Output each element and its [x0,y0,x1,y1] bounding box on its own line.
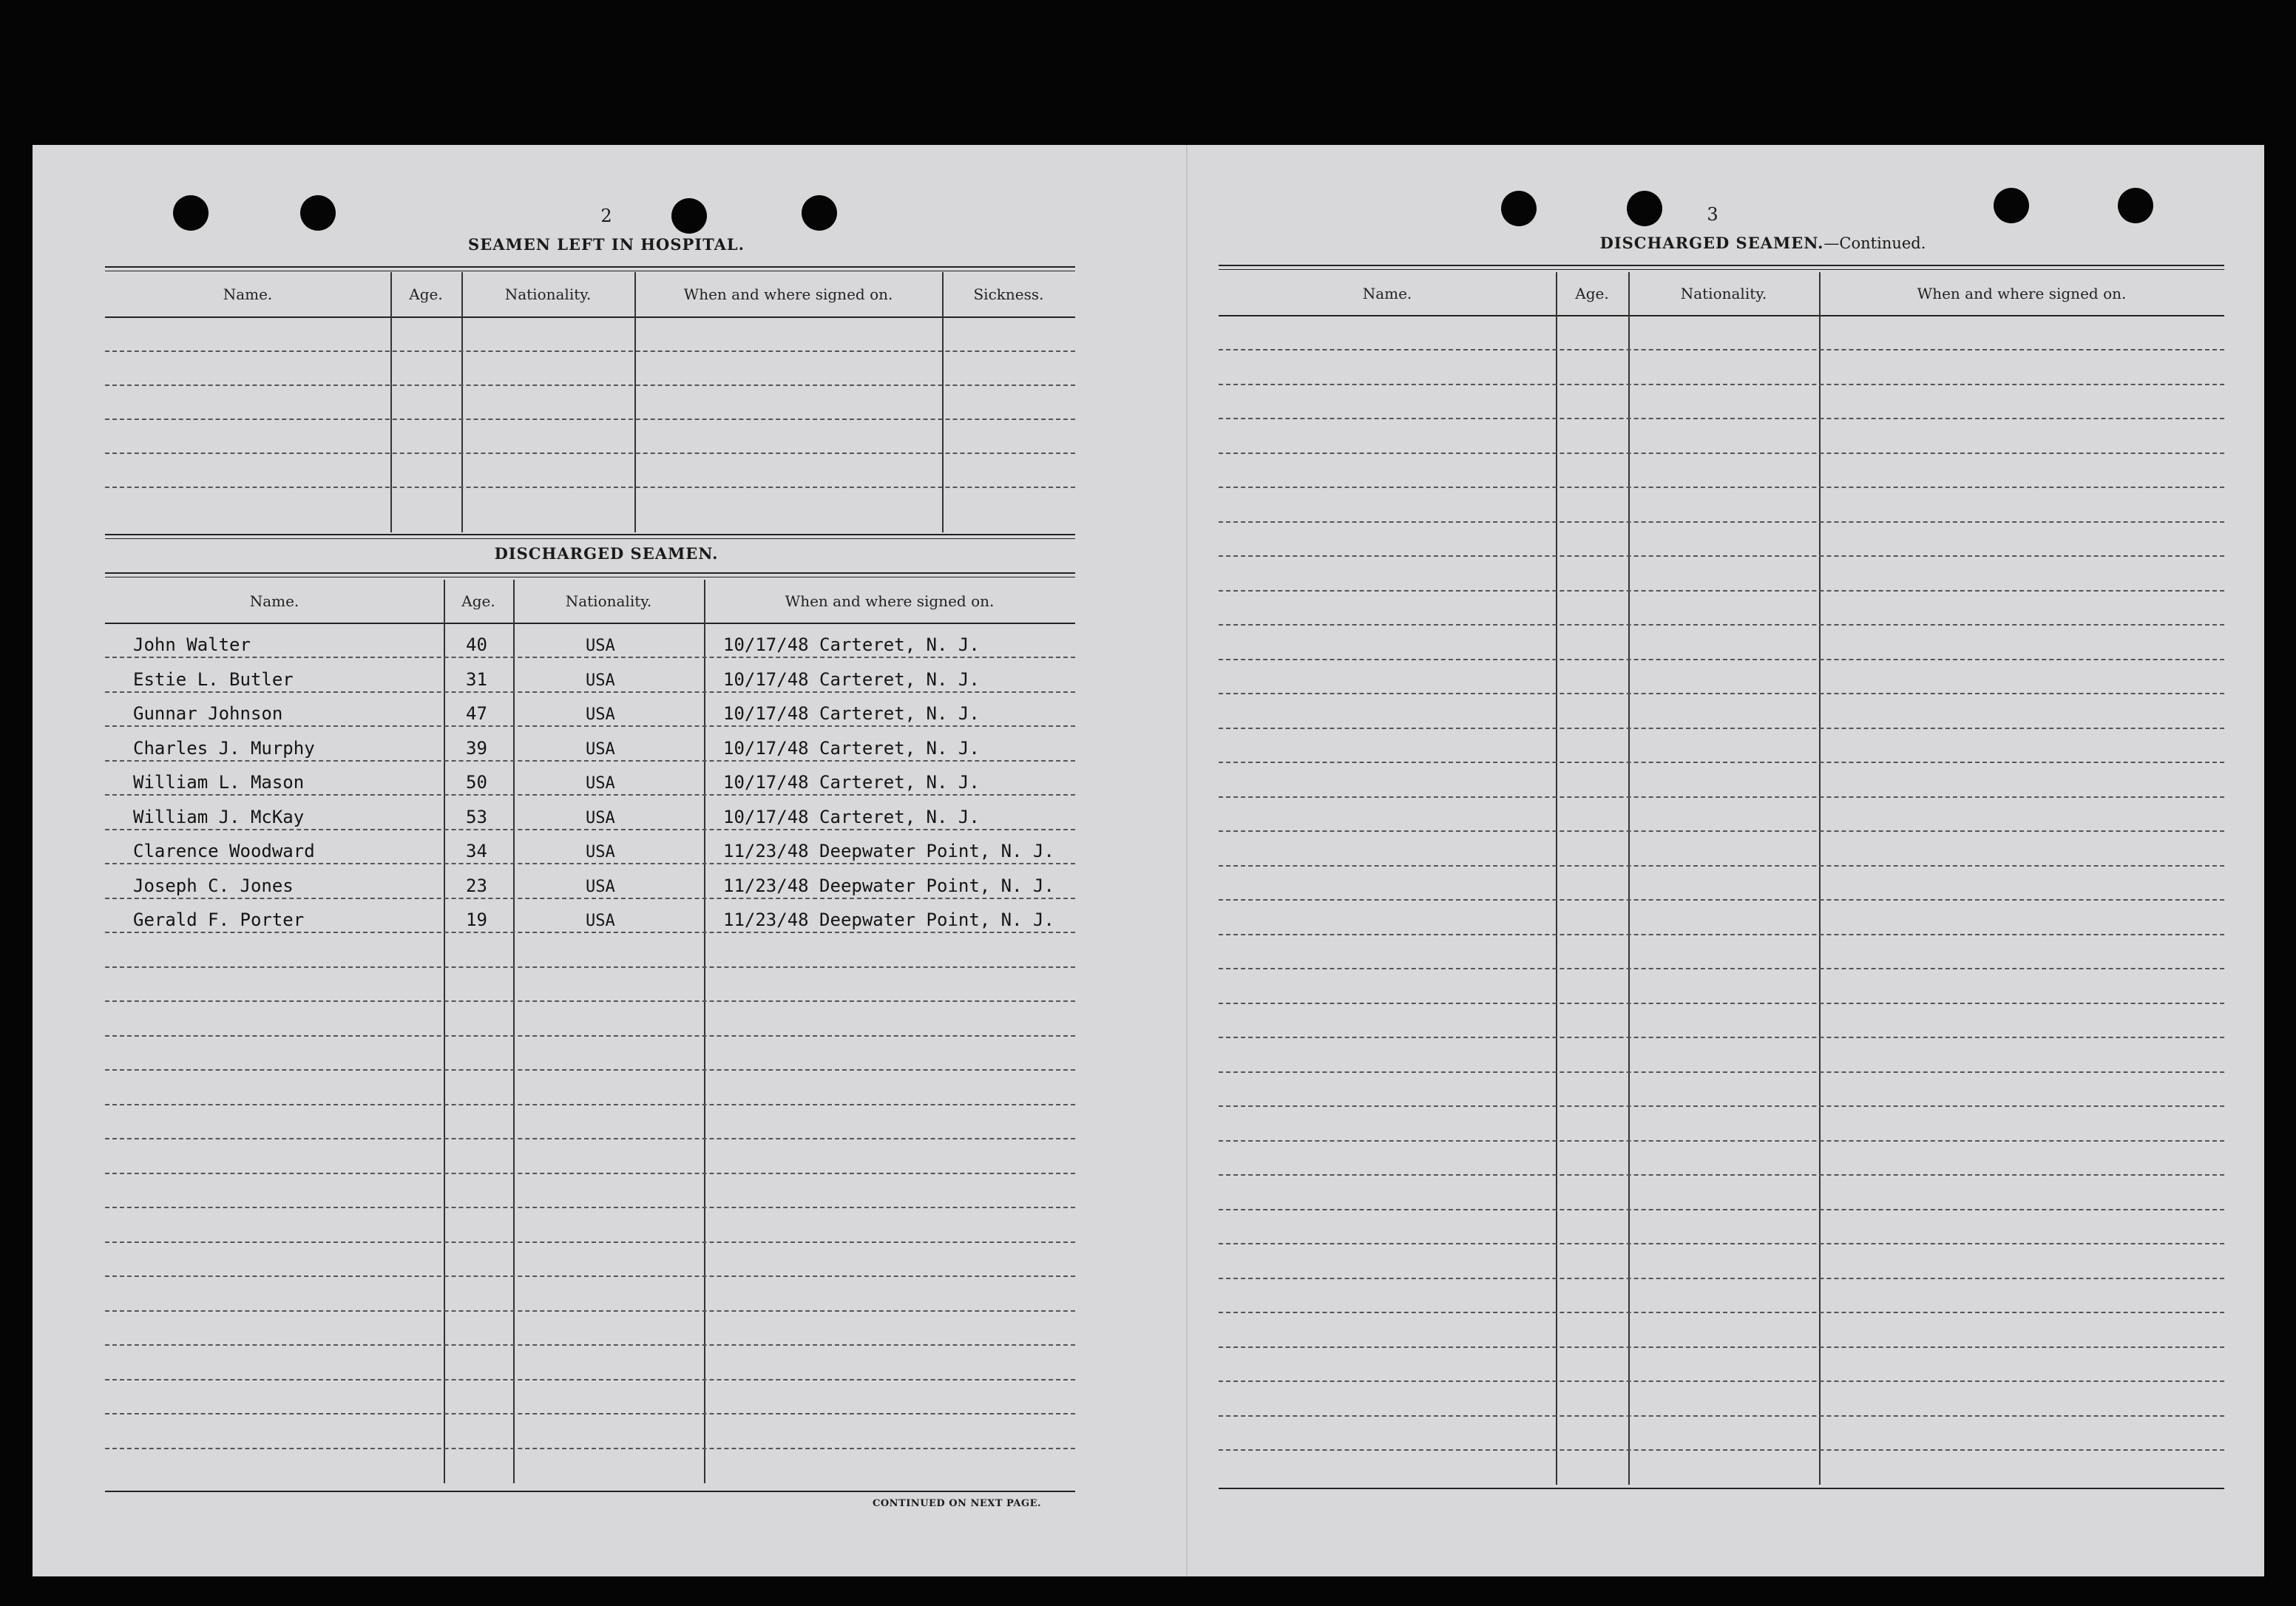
seaman-age: 19 [466,909,487,930]
ruled-line [105,1310,1075,1312]
ruled-line [1219,555,2224,557]
column-divider [942,272,944,532]
rule [105,572,1075,577]
ruled-line [105,966,1075,968]
seaman-signed-on: 10/17/48 Carteret, N. J. [723,737,980,759]
ruled-line [105,1379,1075,1380]
column-divider [390,272,392,532]
seaman-nationality: USA [586,774,615,793]
punch-hole [173,195,209,231]
table-header [1219,272,2224,316]
seaman-age: 23 [466,875,487,896]
ruled-line [1219,659,2224,660]
seaman-signed-on: 11/23/48 Deepwater Point, N. J. [723,909,1054,930]
punch-hole [2118,188,2153,223]
punch-hole [802,195,837,231]
column-divider [1556,272,1557,1485]
seaman-name: Charles J. Murphy [133,737,315,759]
col-header-signed-on: When and where signed on. [1917,285,2127,302]
ruled-line [105,453,1075,454]
hospital-table [105,272,1075,532]
discharged-table [105,580,1075,1483]
seaman-nationality: USA [586,671,615,690]
ruled-line [1219,1105,2224,1107]
ruled-line [105,1344,1075,1346]
table-header [105,272,1075,318]
ruled-line [1219,865,2224,867]
col-header-signed-on: When and where signed on. [785,592,995,610]
ruled-line [1219,1071,2224,1073]
ruled-line [1219,624,2224,626]
rule [105,266,1075,271]
seaman-signed-on: 10/17/48 Carteret, N. J. [723,772,980,793]
ruled-line [1219,590,2224,592]
ruled-line [105,384,1075,386]
ruled-line [1219,1346,2224,1348]
seaman-name: Gunnar Johnson [133,703,283,724]
col-header-name: Name. [1362,285,1412,302]
ruled-line [1219,1174,2224,1176]
table-row [105,726,1075,759]
seaman-age: 34 [466,841,487,861]
ruled-line [1219,521,2224,523]
seaman-signed-on: 10/17/48 Carteret, N. J. [723,703,980,724]
ruled-line [1219,1380,2224,1382]
ruled-line [1219,453,2224,454]
col-header-nationality: Nationality. [1680,285,1767,302]
seaman-signed-on: 11/23/48 Deepwater Point, N. J. [723,841,1054,861]
column-divider [461,272,463,532]
punch-hole [1501,191,1537,226]
seaman-age: 31 [466,668,487,690]
ruled-line [105,1173,1075,1174]
ruled-line [105,487,1075,488]
punch-hole [1627,191,1662,226]
col-header-age: Age. [1575,285,1609,302]
seaman-name: Gerald F. Porter [133,909,305,930]
ruled-line [1219,1003,2224,1004]
rule [105,1491,1075,1492]
ruled-line [1219,934,2224,935]
ruled-line [1219,384,2224,385]
continued-note: CONTINUED ON NEXT PAGE. [873,1498,1041,1509]
ruled-line [105,932,1075,933]
hospital-section-title: SEAMEN LEFT IN HOSPITAL. [468,235,745,254]
table-row [105,691,1075,724]
ruled-line [1219,1415,2224,1417]
seaman-name: Clarence Woodward [133,841,315,861]
seaman-nationality: USA [586,637,615,655]
col-header-name: Name. [223,285,273,303]
col-header-age: Age. [461,592,495,610]
ruled-line [1219,487,2224,488]
col-header-signed-on: When and where signed on. [683,285,893,303]
seaman-signed-on: 10/17/48 Carteret, N. J. [723,634,980,655]
ruled-line [1219,796,2224,798]
col-header-nationality: Nationality. [504,285,592,303]
seaman-age: 50 [466,772,487,793]
table-row [105,760,1075,793]
table-row [105,898,1075,930]
column-divider [1819,272,1821,1485]
punch-hole [300,195,336,231]
col-header-name: Name. [249,592,299,610]
ruled-line [1219,1312,2224,1313]
seaman-nationality: USA [586,739,615,759]
title-suffix: —Continued. [1823,234,1926,252]
ruled-line [105,1000,1075,1002]
seaman-name: William J. McKay [133,806,305,827]
page-fold [1186,145,1188,1576]
table-row [105,795,1075,827]
column-divider [1628,272,1630,1485]
ruled-line [1219,1243,2224,1244]
seaman-name: John Walter [133,634,251,655]
ruled-line [105,1138,1075,1139]
punch-hole [671,198,707,234]
ruled-line [105,1207,1075,1208]
seaman-signed-on: 11/23/48 Deepwater Point, N. J. [723,875,1054,896]
discharged-continued-table [1219,272,2224,1485]
ruled-line [1219,693,2224,694]
seaman-nationality: USA [586,912,615,930]
seaman-name: Estie L. Butler [133,668,294,690]
seaman-nationality: USA [586,705,615,724]
table-row [105,657,1075,690]
ruled-line [105,350,1075,352]
table-header [105,580,1075,624]
ruled-line [1219,1037,2224,1038]
rule [105,534,1075,539]
seaman-age: 39 [466,737,487,759]
seaman-name: William L. Mason [133,772,305,793]
ruled-line [1219,728,2224,729]
discharged-continued-title [1423,234,2103,252]
table-row [105,864,1075,896]
ruled-line [105,1104,1075,1105]
ruled-line [1219,1278,2224,1279]
punch-hole [1994,188,2029,223]
seaman-age: 53 [466,806,487,827]
ruled-line [1219,1449,2224,1451]
ruled-line [105,419,1075,420]
ruled-line [105,1413,1075,1414]
seaman-nationality: USA [586,877,615,896]
seaman-age: 40 [466,634,487,655]
ruled-line [1219,349,2224,350]
col-header-nationality: Nationality. [565,592,652,610]
page-number: 2 [600,206,612,226]
table-row [105,623,1075,655]
col-header-age: Age. [409,285,443,303]
ruled-line [1219,899,2224,901]
seaman-nationality: USA [586,843,615,861]
ruled-line [1219,762,2224,763]
ruled-line [1219,830,2224,832]
seaman-name: Joseph C. Jones [133,875,294,896]
ledger-sheet [33,145,2264,1576]
page-number: 3 [1707,204,1718,225]
column-divider [634,272,636,532]
ruled-line [105,1035,1075,1037]
ruled-line [105,1448,1075,1449]
col-header-sickness: Sickness. [973,285,1044,303]
ruled-line [1219,1209,2224,1210]
ruled-line [105,1241,1075,1243]
ruled-line [1219,968,2224,969]
ruled-line [1219,418,2224,419]
table-row [105,829,1075,861]
seaman-signed-on: 10/17/48 Carteret, N. J. [723,806,980,827]
ruled-line [105,1069,1075,1071]
seaman-signed-on: 10/17/48 Carteret, N. J. [723,668,980,690]
title-main: DISCHARGED SEAMEN. [1599,234,1824,252]
ruled-line [1219,1140,2224,1142]
ruled-line [105,1275,1075,1277]
discharged-section-title: DISCHARGED SEAMEN. [494,544,719,563]
seaman-nationality: USA [586,808,615,827]
seaman-age: 47 [466,703,487,724]
rule [1219,1488,2224,1489]
rule [1219,265,2224,270]
